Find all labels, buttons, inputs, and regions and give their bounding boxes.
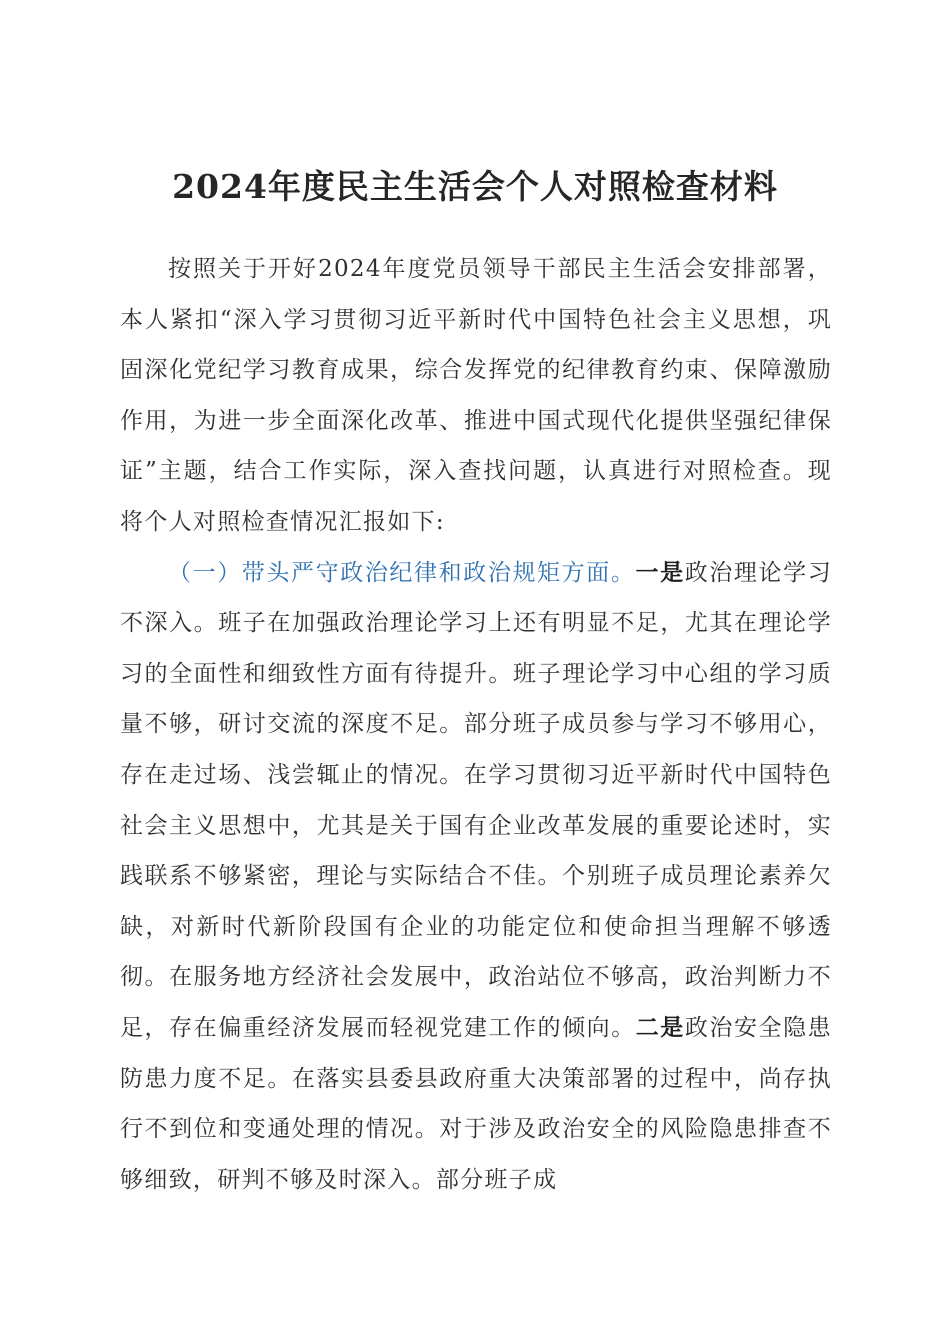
section-1-heading: （一）带头严守政治纪律和政治规矩方面。 — [168, 559, 636, 586]
point-2-text: 政治安全隐患防患力度不足。在落实县委县政府重大决策部署的过程中，尚存执行不到位和变通处理的情况。对于涉及政治安全的风险隐患排查不够细致，研判不够及时深入。部分班子成 — [120, 1014, 832, 1193]
section-1-paragraph — [120, 548, 832, 1206]
point-1-text: 政治理论学习不深入。班子在加强政治理论学习上还有明显不足，尤其在理论学习的全面性和细致性方面有待提升。班子理论学习中心组的学习质量不够，研讨交流的深度不足。部分班子成员参与学习不够用心，存在走过场、浅尝辄止的情况。在学习贯彻习近平新时代中国特色社会主义思想中，尤其是关于国有企业改革发展的重要论述时，实践联系不够紧密，理论与实际结合不佳。个别班子成员理论素养欠缺，对新时代新阶段国有企业的功能定位和使命担当理解不够透彻。在服务地方经济社会发展中，政治站位不够高，政治判断力不足，存在偏重经济发展而轻视党建工作的倾向。 — [120, 559, 833, 1041]
point-2-label: 二是 — [635, 1013, 685, 1041]
document-body — [120, 244, 832, 1205]
intro-paragraph: 按照关于开好2024年度党员领导干部民主生活会安排部署，本人紧扣“深入学习贯彻习近平新时代中国特色社会主义思想，巩固深化党纪学习教育成果，综合发挥党的纪律教育约束、保障激励作用，为进一步全面深化改革、推进中国式现代化提供坚强纪律保证”主题，结合工作实际，深入查找问题，认真进行对照检查。现将个人对照检查情况汇报如下: — [120, 256, 832, 535]
point-1-label: 一是 — [635, 558, 685, 586]
document-title: 2024年度民主生活会个人对照检查材料 — [172, 167, 778, 206]
